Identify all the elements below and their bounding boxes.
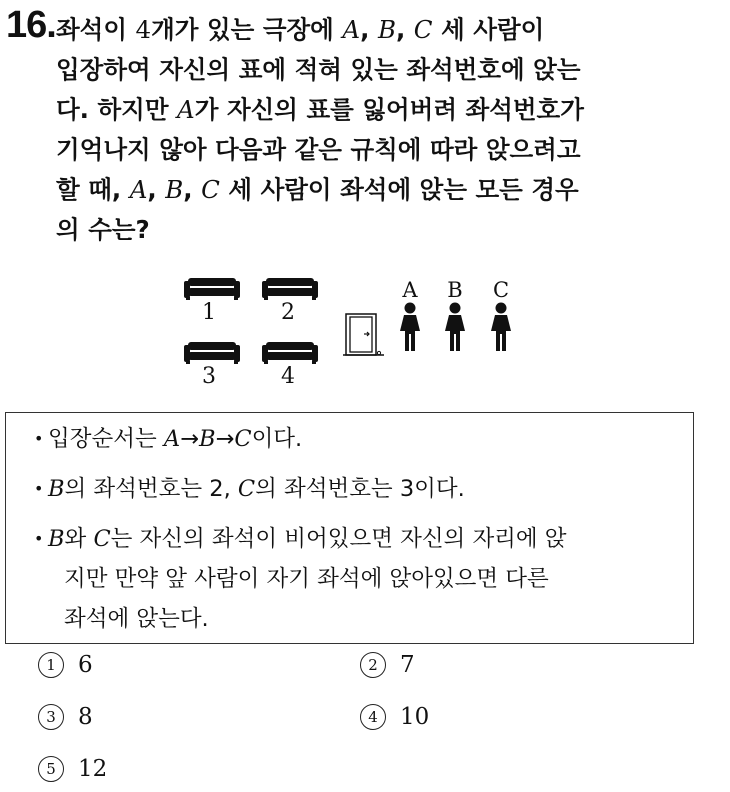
person-icon [486, 302, 516, 352]
rules-box [5, 412, 694, 644]
sofa-icon [184, 278, 240, 300]
question-line-2: 입장하여 자신의 표에 적혀 있는 좌석번호에 앉는 [56, 55, 581, 84]
bullet-icon: • [34, 479, 44, 498]
sofa-icon [184, 342, 240, 364]
choice-5[interactable]: 5 12 [38, 756, 107, 782]
door-icon [342, 312, 386, 358]
choice-4[interactable]: 4 10 [360, 704, 429, 730]
question-line-1: 좌석이 4개가 있는 극장에 A, B, C 세 사람이 [56, 15, 545, 44]
person-label-a: A [402, 278, 418, 302]
question-line-6: 의 수는? [56, 215, 150, 244]
question-number: 16. [6, 4, 56, 46]
rule-2: • B의 좌석번호는 2, C의 좌석번호는 3이다. [48, 469, 465, 509]
rule-3-end: 좌석에 앉는다. [64, 606, 209, 632]
rule-1: • 입장순서는 A→B→C이다. [48, 419, 302, 459]
seat-number-3: 3 [202, 364, 216, 389]
question-line-4: 기억나지 않아 다음과 같은 규칙에 따라 앉으려고 [56, 135, 581, 164]
question-text [56, 10, 696, 250]
person-icon [440, 302, 470, 352]
seat-number-1: 1 [202, 300, 216, 325]
choice-mark: 5 [38, 756, 64, 782]
rule-3: • B와 C는 자신의 좌석이 비어있으면 자신의 자리에 앉 [48, 519, 567, 559]
sofa-icon [262, 342, 318, 364]
person-label-c: C [492, 278, 510, 302]
choice-mark: 2 [360, 652, 386, 678]
bullet-icon: • [34, 429, 44, 448]
rule-3-continued: 지만 만약 앞 사람이 자기 좌석에 앉아있으면 다른 [64, 566, 549, 592]
bullet-icon: • [34, 529, 44, 548]
choice-3[interactable]: 3 8 [38, 704, 93, 730]
choice-1[interactable]: 1 6 [38, 652, 93, 678]
question-line-5: 할 때, A, B, C 세 사람이 좌석에 앉는 모든 경우 [56, 175, 579, 204]
choice-mark: 4 [360, 704, 386, 730]
choice-mark: 3 [38, 704, 64, 730]
person-icon [395, 302, 425, 352]
question-line-3: 다. 하지만 A가 자신의 표를 잃어버려 좌석번호가 [56, 95, 584, 124]
seat-figure [176, 272, 536, 394]
person-label-b: B [447, 278, 463, 302]
seat-number-4: 4 [281, 364, 295, 389]
choice-2[interactable]: 2 7 [360, 652, 415, 678]
sofa-icon [262, 278, 318, 300]
seat-number-2: 2 [281, 300, 295, 325]
choice-mark: 1 [38, 652, 64, 678]
